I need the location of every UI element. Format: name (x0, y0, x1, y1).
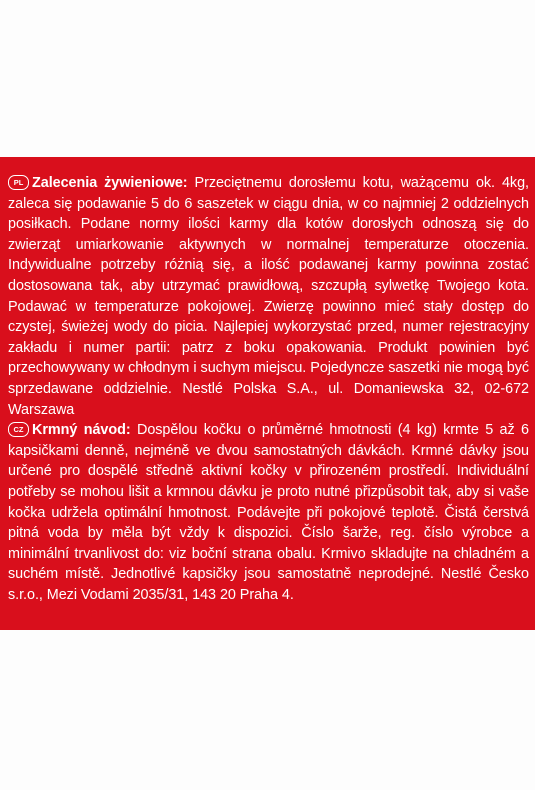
section-body-pl: Przeciętnemu dorosłemu kotu, ważącemu ok. 4kg, zaleca się podawanie 5 do 6 saszetek w ciągu dnia, w co najmniej 2 oddzielnych posiłkach. Podane normy ilości karmy dla kotów dorosłych odnoszą się do zwierząt umiarkowanie aktywnych w normalnej temperaturze otoczenia. Indywidualne potrzeby różnią się, a ilość podawanej karmy powinna zostać dostosowana tak, aby utrzymać prawidłową, szczupłą sylwetkę Twojego kota. Podawać w temperaturze pokojowej. Zwierzę powinno mieć stały dostęp do czystej, świeżej wody do picia. Najlepiej wykorzystać przed, numer rejestracyjny zakładu i numer partii: patrz z boku opakowania. Produkt powinien być przechowywany w chłodnym i suchym miejscu. Pojedyncze saszetki nie mogą być sprzedawane oddzielnie. Nestlé Polska S.A., ul. Domaniewska 32, 02-672 Warszawa (8, 175, 529, 418)
section-heading-cz: Krmný návod: (32, 422, 131, 439)
section-pl (8, 173, 529, 420)
language-badge-cz: CZ (8, 422, 29, 437)
section-heading-pl: Zalecenia żywieniowe: (32, 175, 188, 191)
section-cz (8, 420, 529, 605)
language-badge-pl: PL (8, 175, 29, 190)
section-body-cz: Dospělou kočku o průměrné hmotnosti (4 kg) krmte 5 až 6 kapsičkami denně, nejméně ve dvou samostatných dávkách. Krmné dávky jsou určené pro dospělé středně aktivní kočky v přirozeném prostředí. Individuální potřeby se mohou lišit a krmnou dávku je proto nutné přizpůsobit tak, aby si vaše kočka udržela optimální hmotnost. Podávejte při pokojové teplotě. Čistá čerstvá pitná voda by měla být vždy k dispozici. Číslo šarže, reg. číslo výrobce a minimální trvanlivost do: viz boční strana obalu. Krmivo skladujte na chladném a suchém místě. Jednotlivé kapsičky jsou samostatně neprodejné. Nestlé Česko s.r.o., Mezi Vodami 2035/31, 143 20 Praha 4. (8, 422, 529, 603)
label-panel (0, 157, 535, 630)
